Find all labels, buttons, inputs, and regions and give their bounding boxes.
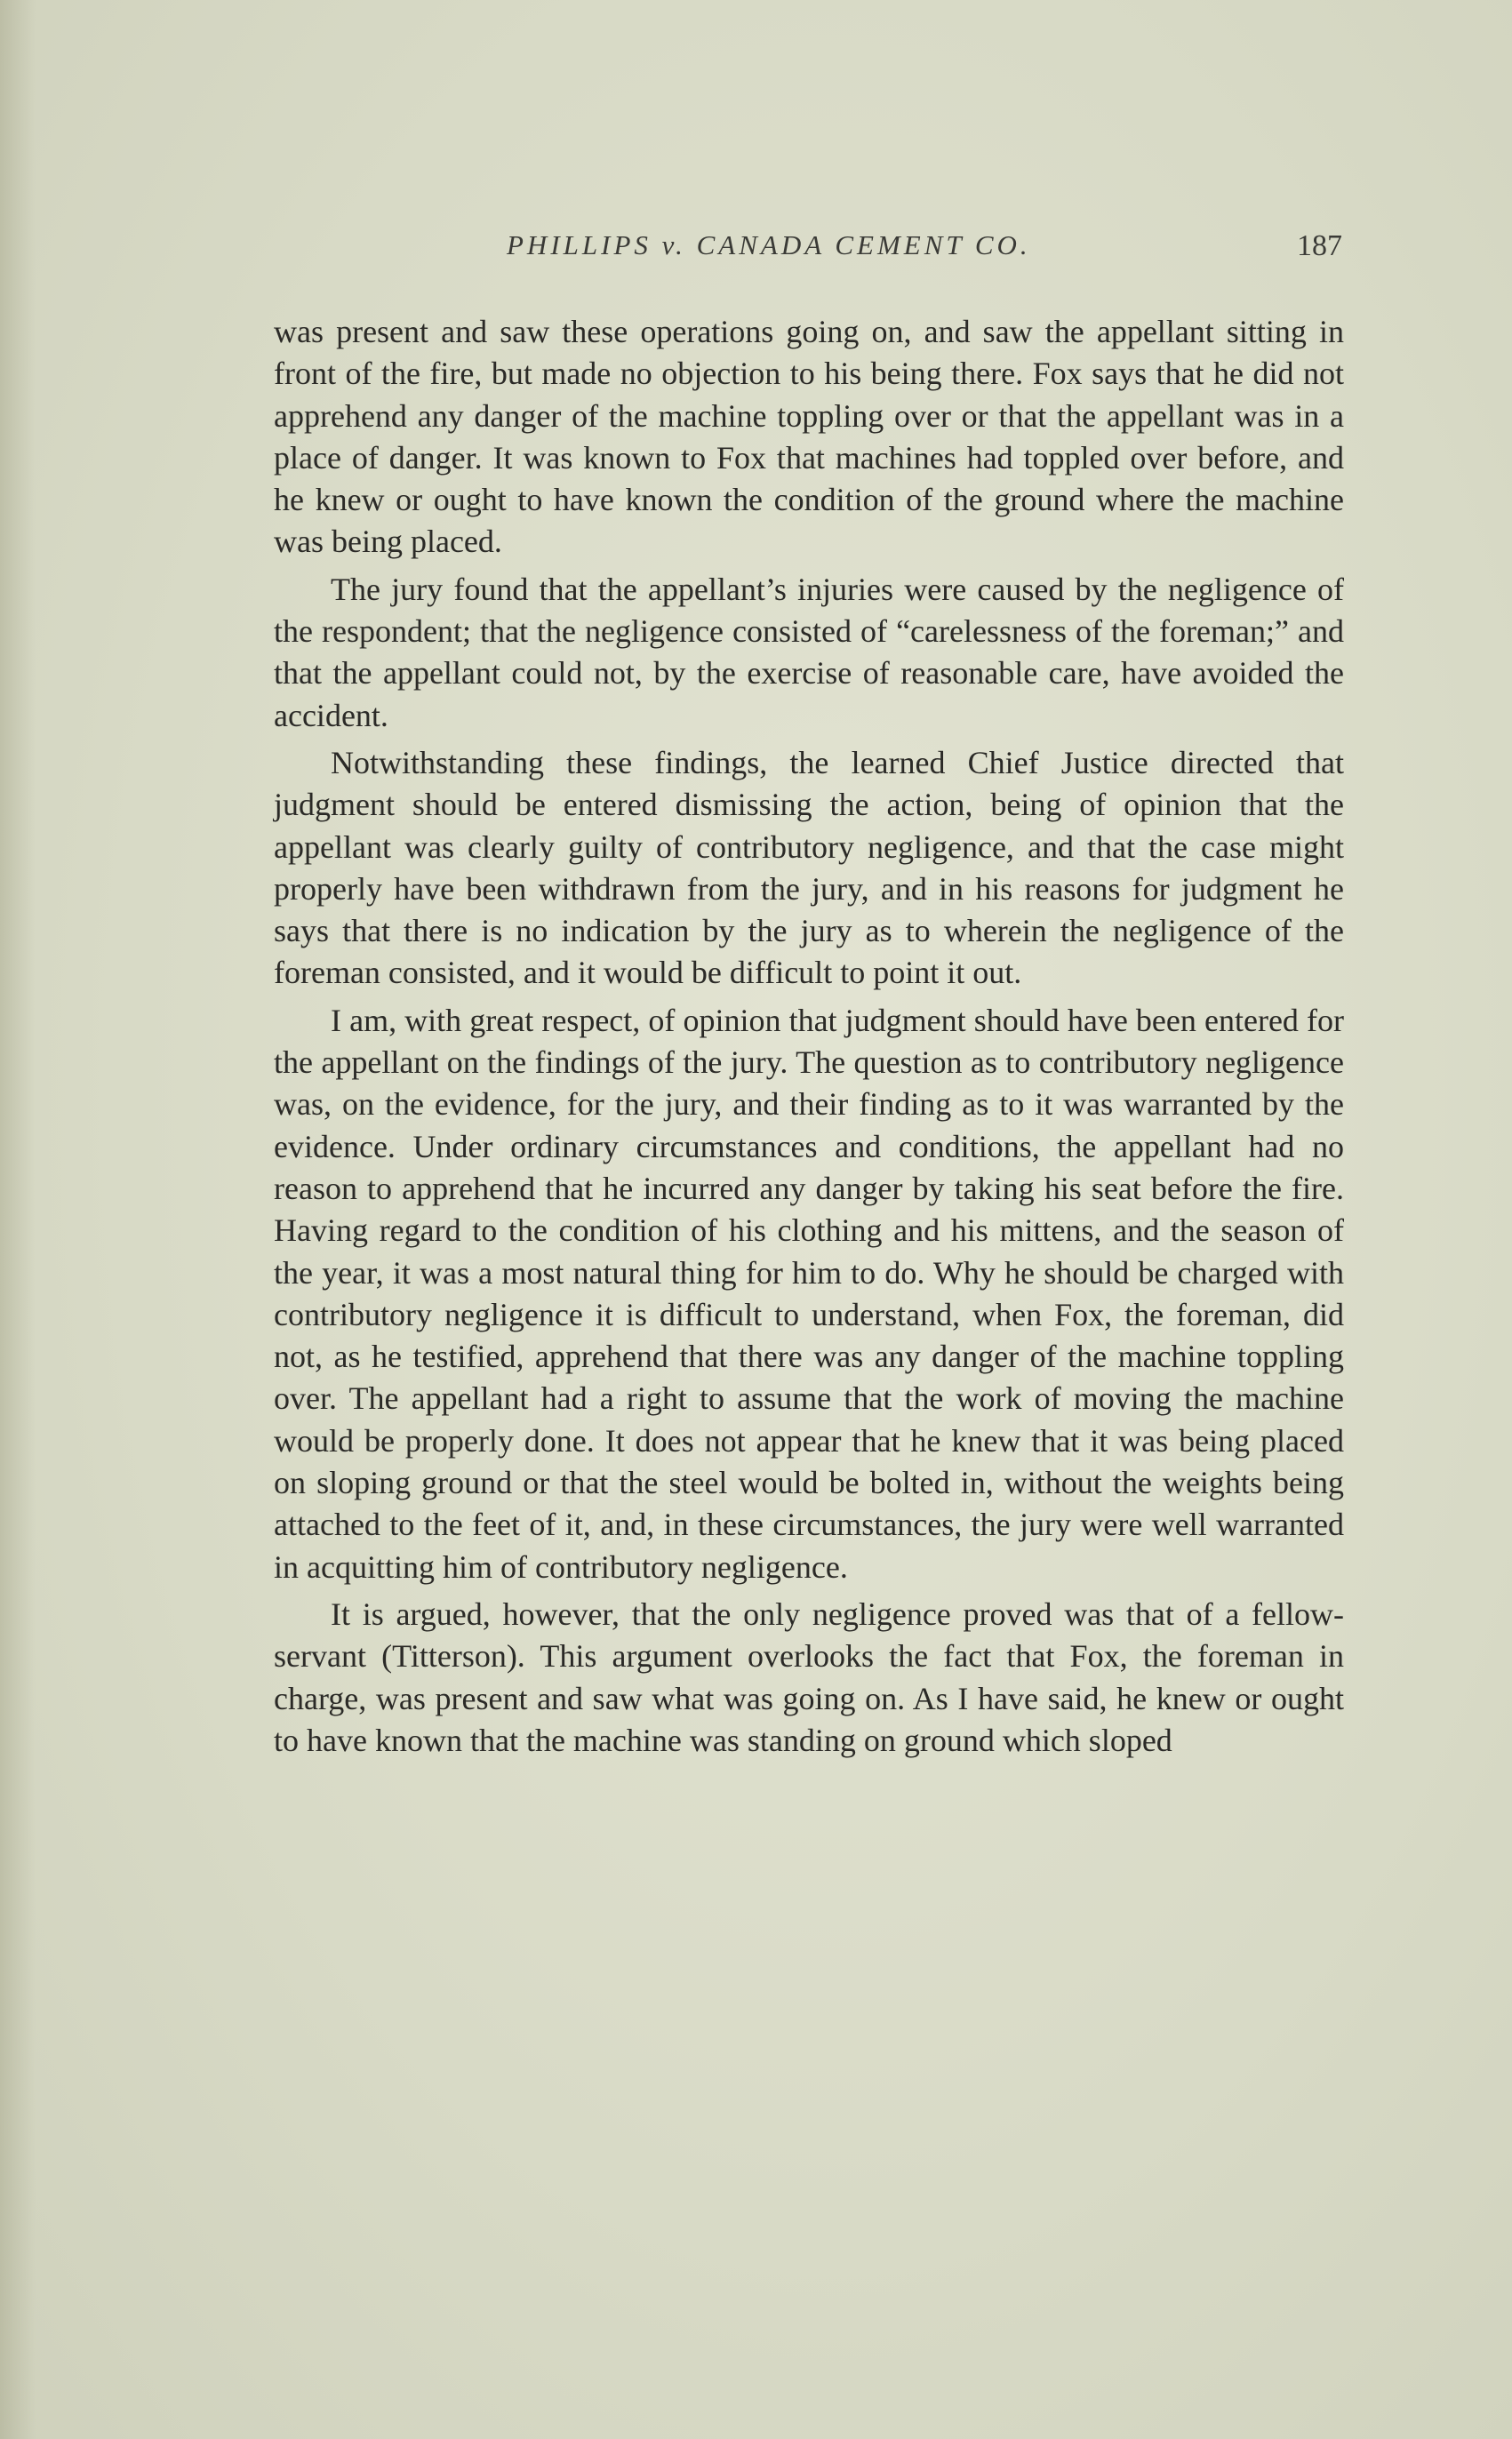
paragraph: It is argued, however, that the only negligence proved was that of a fellow-servant (Titterson). This argument overlooks the fact that Fox, the foreman in charge, was present and saw what was going on. As I have said, he knew or ought to have known that the machine was standing on ground which sloped (274, 1595, 1344, 1758)
paragraph: I am, with great respect, of opinion that judgment should have been entered for the appellant on the findings of the jury. The question as to contributory negligence was, on the evidence, for the jury, and their finding as to it was warranted by the evidence. Under ordinary circumstances and conditions, the appellant had no reason to apprehend that he incurred any danger by taking his seat before the fire. Having regard to the condition of his clothing and his mittens, and the season of the year, it was a most natural thing for him to do. Why he should be charged with contributory negligence it is difficult to understand, when Fox, the foreman, did not, as he testified, apprehend that there was any danger of the machine toppling over. The appellant had a right to assume that the work of moving the machine would be properly done. It does not appear that he knew that it was being placed on sloping ground or that the steel would be bolted in, without the weights being attached to the feet of it, and, in these circumstances, the jury were well warranted in acquitting him of contributory negligence. (274, 1002, 1344, 1585)
paragraph: was present and saw these operations going on, and saw the appellant sitting in front of the fire, but made no objection to his being there. Fox says that he did not apprehend any danger of the machine toppling over or that the appellant was in a place of danger. It was known to Fox that machines had toppled over before, and he knew or ought to have known the condition of the ground where the machine was being placed. (274, 314, 1344, 560)
paragraph: The jury found that the appellant’s injuries were caused by the negligence of the respondent; that the negligence consisted of “carelessness of the foreman;” and that the appellant could not, by the exercise of reasonable care, have avoided the accident. (274, 571, 1344, 733)
paragraph: Notwithstanding these findings, the learned Chief Justice directed that judgment should be entered dismissing the action, being of opinion that the appellant was clearly guilty of contributory negligence, and that the case might properly have been withdrawn from the jury, and in his reasons for judgment he says that there is no indication by the jury as to wherein the negligence of the foreman consisted, and it would be difficult to point it out. (274, 744, 1344, 991)
page-header (267, 229, 1342, 274)
body-text (274, 311, 1344, 1767)
page-number: 187 (1297, 229, 1342, 262)
running-head: PHILLIPS v. CANADA CEMENT CO. (507, 229, 1031, 260)
